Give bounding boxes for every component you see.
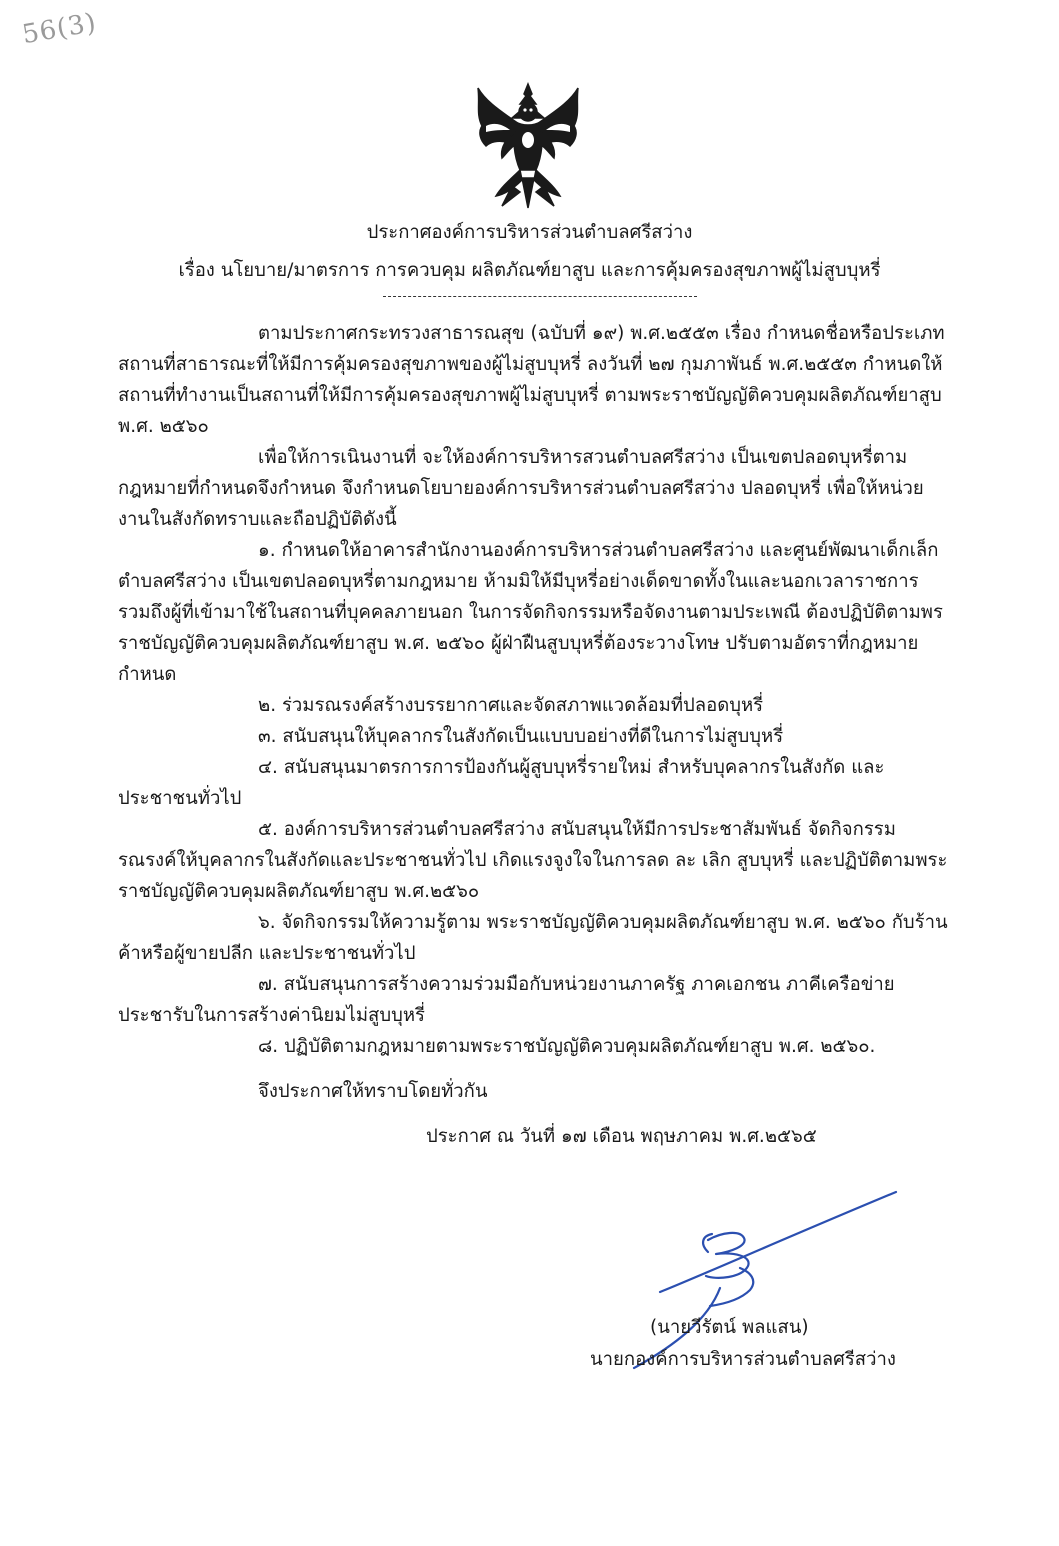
policy-item-5: ๕. องค์การบริหารส่วนตำบลศรีสว่าง สนับสนุนให้มีการประชาสัมพันธ์ จัดกิจกรรมรณรงค์ให้บุคลากรในสังกัดและประชาชนทั่วไป เกิดแรงจูงใจในการลด ละ เลิก สูบบุหรี่ และปฏิบัติตามพระราชบัญญัติควบคุมผลิตภัณฑ์ยาสูบ พ.ศ.๒๕๖๐	[118, 819, 948, 902]
policy-item-1: ๑. กำหนดให้อาคารสำนักงานองค์การบริหารส่วนตำบลศรีสว่าง และศูนย์พัฒนาเด็กเล็กตำบลศรีสว่าง เป็นเขตปลอดบุหรี่ตามกฎหมาย ห้ามมิให้มีบุหรี่อย่างเด็ดขาดทั้งในและนอกเวลาราชการ รวมถึงผู้ที่เข้ามาใช้ในสถานที่บุคคลภายนอก ในการจัดกิจกรรมหรือจัดงานตามประเพณี ต้องปฏิบัติตามพรราชบัญญัติควบคุมผลิตภัณฑ์ยาสูบ พ.ศ. ๒๕๖๐ ผู้ฝ่าฝืนสูบบุหรี่ต้องระวางโทษ ปรับตามอัตราที่กฎหมายกำหนด	[118, 540, 943, 685]
garuda-emblem-icon	[472, 82, 584, 212]
signatory-position: นายกองค์การบริหารส่วนตำบลศรีสว่าง	[590, 1349, 896, 1370]
policy-item-7: ๗. สนับสนุนการสร้างความร่วมมือกับหน่วยงานภาครัฐ ภาคเอกชน ภาคีเครือข่ายประชารับในการสร้างค่านิยมไม่สูบบุหรี่	[118, 974, 895, 1026]
announcement-subject: เรื่อง นโยบาย/มาตรการ การควบคุม ผลิตภัณฑ์ยาสูบ และการคุ้มครองสุขภาพผู้ไม่สูบบุหรี่	[178, 260, 881, 281]
policy-item-2: ๒. ร่วมรณรงค์สร้างบรรยากาศและจัดสภาพแวดล้อมที่ปลอดบุหรี่	[258, 695, 764, 716]
handwritten-note: 56(3)	[19, 7, 99, 51]
announcement-date: ประกาศ ณ วันที่ ๑๗ เดือน พฤษภาคม พ.ศ.๒๕๖๕	[426, 1126, 817, 1147]
policy-item-6: ๖. จัดกิจกรรมให้ความรู้ตาม พระราชบัญญัติควบคุมผลิตภัณฑ์ยาสูบ พ.ศ. ๒๕๖๐ กับร้านค้าหรือผู้ขายปลีก และประชาชนทั่วไป	[118, 912, 948, 964]
body-paragraph-2: เพื่อให้การเนินงานที่ จะให้องค์การบริหารสวนตำบลศรีสว่าง เป็นเขตปลอดบุหรี่ตามกฎหมายที่กำหนดจึงกำหนด จึงกำหนดโยบายองค์การบริหารส่วนตำบลศรีสว่าง ปลอดบุหรี่ เพื่อให้หน่วยงานในสังกัดทราบและถือปฏิบัติดังนี้	[118, 447, 924, 530]
policy-item-3: ๓. สนับสนุนให้บุคลากรในสังกัดเป็นแบบบอย่างที่ดีในการไม่สูบบุหรี่	[258, 726, 784, 747]
body-paragraph-1: ตามประกาศกระทรวงสาธารณสุข (ฉบับที่ ๑๙) พ.ศ.๒๕๕๓ เรื่อง กำหนดชื่อหรือประเภทสถานที่สาธารณะที่ให้มีการคุ้มครองสุขภาพของผู้ไม่สูบบุหรี่ ลงวันที่ ๒๗ กุมภาพันธ์ พ.ศ.๒๕๕๓ กำหนดให้สถานที่ทำงานเป็นสถานที่ให้มีการคุ้มครองสุขภาพผู้ไม่สูบบุหรี่ ตามพระราชบัญญัติควบคุมผลิตภัณฑ์ยาสูบ พ.ศ. ๒๕๖๐	[118, 323, 945, 437]
policy-item-8: ๘. ปฏิบัติตามกฎหมายตามพระราชบัญญัติควบคุมผลิตภัณฑ์ยาสูบ พ.ศ. ๒๕๖๐.	[258, 1036, 876, 1057]
announcement-body	[118, 318, 948, 1152]
announcement-title: ประกาศองค์การบริหารส่วนตำบลศรีสว่าง	[366, 222, 693, 243]
signatory-name: (นายวีรัตน์ พลแสน)	[650, 1317, 809, 1338]
policy-item-4: ๔. สนับสนุนมาตรการการป้องกันผู้สูบบุหรี่รายใหม่ สำหรับบุคลากรในสังกัด และประชาชนทั่วไป	[118, 757, 885, 809]
title-divider	[383, 296, 697, 297]
closing-statement: จึงประกาศให้ทราบโดยทั่วกัน	[258, 1081, 488, 1102]
